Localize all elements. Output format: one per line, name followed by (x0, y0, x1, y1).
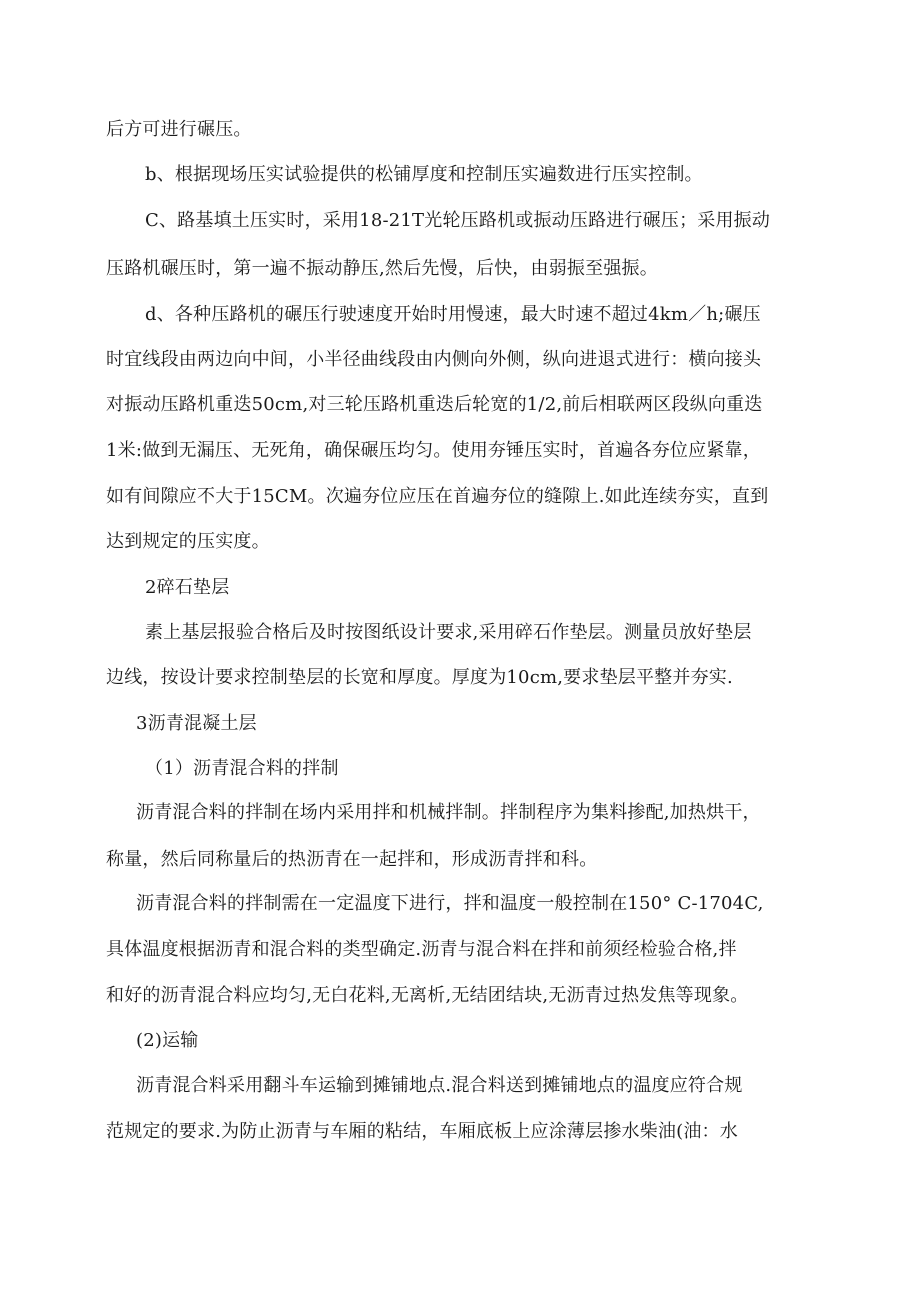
text-line: 1米:做到无漏压、无死角，确保碾压均匀。使用夯锤压实时，首遍各夯位应紧靠， (106, 440, 761, 461)
text-line: b、根据现场压实试验提供的松铺厚度和控制压实遍数进行压实控制。 (145, 164, 703, 185)
text-line: 对振动压路机重迭50cm,对三轮压路机重迭后轮宽的1/2,前后相联两区段纵向重迭 (106, 394, 763, 415)
text-line: 压路机碾压时，第一遍不振动静压,然后先慢，后快，由弱振至强振。 (106, 258, 658, 279)
text-line: 达到规定的压实度。 (106, 531, 270, 552)
section-heading: 2碎石垫层 (145, 577, 230, 598)
text-line: 如有间隙应不大于15CM。次遍夯位应压在首遍夯位的缝隙上.如此连续夯实，直到 (106, 486, 769, 507)
text-line: 称量，然后同称量后的热沥青在一起拌和，形成沥青拌和科。 (106, 849, 598, 870)
text-line: 具体温度根据沥青和混合料的类型确定.沥青与混合料在拌和前须经检验合格,拌 (106, 939, 737, 960)
text-line: 和好的沥青混合料应均匀,无白花料,无离析,无结团结块,无沥青过热发焦等现象。 (106, 985, 749, 1006)
subsection-heading: (2)运输 (136, 1030, 199, 1051)
text-line: 素上基层报验合格后及时按图纸设计要求,采用碎石作垫层。测量员放好垫层 (145, 622, 752, 643)
text-line: 边线，按设计要求控制垫层的长宽和厚度。厚度为10cm,要求垫层平整并夯实. (106, 667, 733, 688)
text-line: 沥青混合料的拌制在场内采用拌和机械拌制。拌制程序为集料掺配,加热烘干， (136, 802, 761, 823)
section-heading: 3沥青混凝土层 (136, 713, 257, 734)
subsection-heading: （1）沥青混合料的拌制 (145, 758, 339, 779)
text-line: C、路基填土压实时，采用18-21T光轮压路机或振动压路进行碾压；采用振动 (145, 210, 771, 231)
text-line: 后方可进行碾压。 (106, 119, 252, 140)
text-line: 沥青混合料的拌制需在一定温度下进行，拌和温度一般控制在150° C-1704C, (136, 893, 764, 914)
text-line: 时宜线段由两边向中间，小半径曲线段由内侧向外侧，纵向进退式进行：横向接头 (106, 349, 762, 370)
text-line: 沥青混合料采用翻斗车运输到摊铺地点.混合料送到摊铺地点的温度应符合规 (136, 1075, 743, 1096)
text-line: 范规定的要求.为防止沥青与车厢的粘结，车厢底板上应涂薄层掺水柴油(油：水 (106, 1121, 738, 1142)
text-line: d、各种压路机的碾压行驶速度开始时用慢速，最大时速不超过4km／h;碾压 (145, 304, 761, 325)
